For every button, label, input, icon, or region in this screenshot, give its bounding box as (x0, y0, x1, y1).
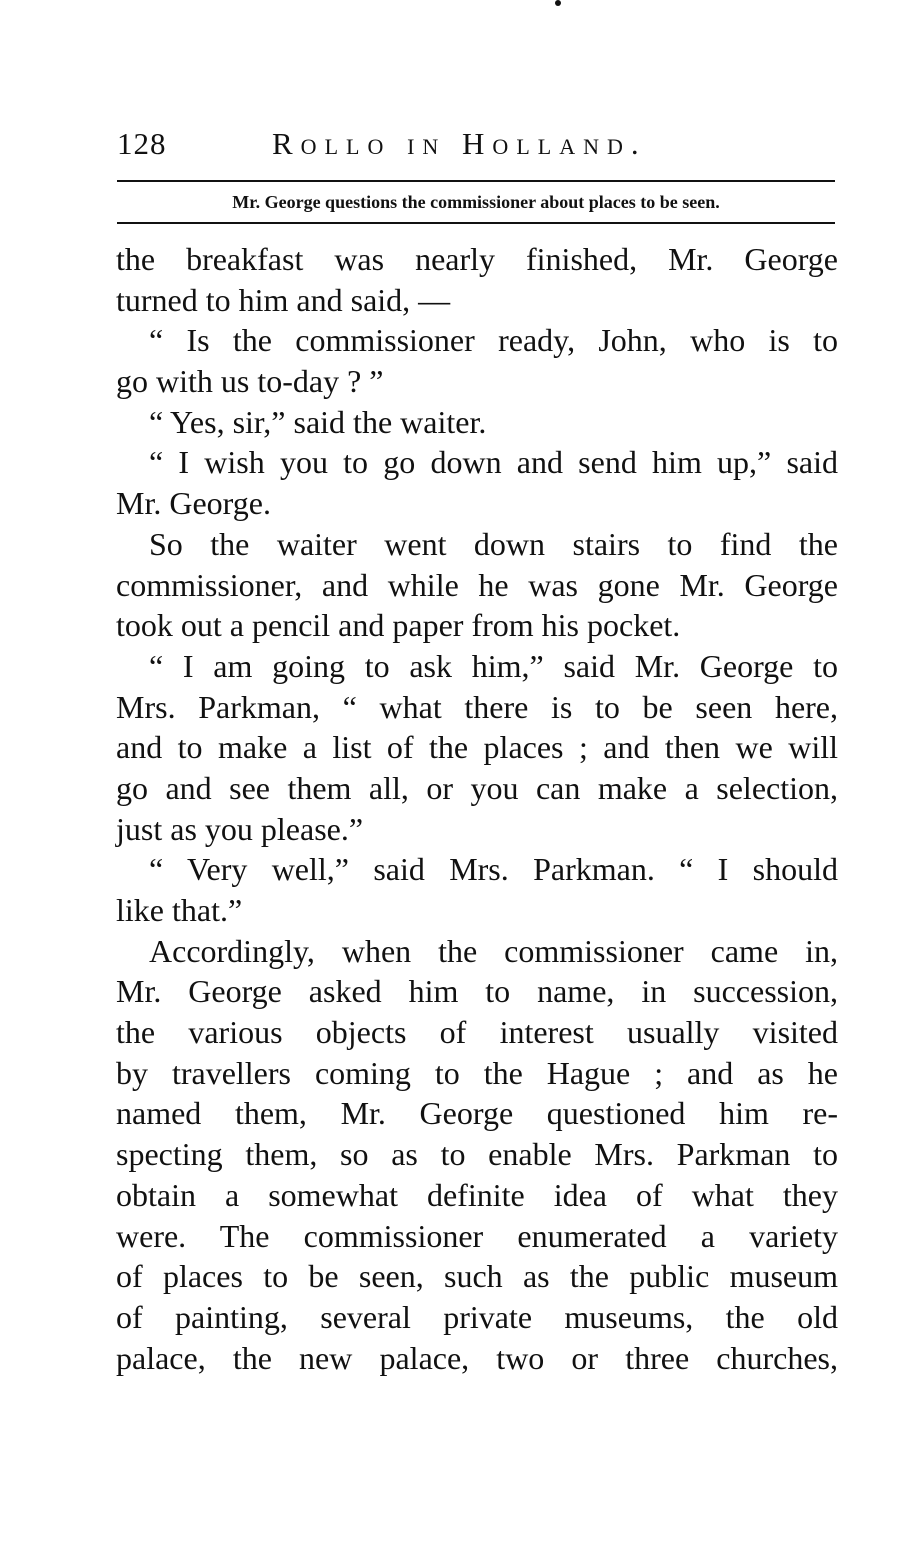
text-line: “ Yes, sir,” said the waiter. (149, 403, 487, 440)
text-line: “ Very well,” said Mrs. Parkman. “ I should (149, 851, 838, 888)
text-line: turned to him and said, — (116, 281, 451, 318)
text-line: “ I wish you to go down and send him up,” said (149, 444, 838, 481)
text-line: and to make a list of the places ; and then we will (116, 729, 838, 766)
text-line: “ I am going to ask him,” said Mr. George to (149, 647, 838, 684)
text-line: go with us to-day ? ” (116, 363, 384, 400)
running-title: Rollo in Holland. (272, 126, 647, 161)
text-line: by travellers coming to the Hague ; and as he (116, 1054, 838, 1091)
text-line: took out a pencil and paper from his pocket. (116, 607, 681, 644)
body-text (116, 239, 838, 1378)
text-line: obtain a somewhat definite idea of what they (116, 1176, 838, 1213)
text-line: like that.” (116, 892, 243, 928)
text-line: just as you please.” (116, 810, 364, 847)
text-line: Accordingly, when the commissioner came in, (149, 932, 838, 969)
text-line: the various objects of interest usually visited (116, 1014, 838, 1051)
header-rule-bottom (117, 222, 835, 224)
page-header (117, 122, 837, 166)
text-line: the breakfast was nearly finished, Mr. George (116, 241, 838, 277)
text-line: Mr. George. (116, 485, 271, 522)
text-line: commissioner, and while he was gone Mr. George (116, 566, 838, 603)
text-line: named them, Mr. George questioned him re- (116, 1095, 838, 1132)
print-speck (555, 0, 561, 6)
chapter-summary: Mr. George questions the commissioner about places to be seen. (232, 192, 720, 212)
text-line: So the waiter went down stairs to find the (149, 525, 838, 562)
text-line: Mr. George asked him to name, in succession, (116, 973, 838, 1010)
text-line: palace, the new palace, two or three churches, (116, 1339, 838, 1376)
page-number: 128 (117, 126, 167, 161)
text-line: specting them, so as to enable Mrs. Parkman to (116, 1136, 838, 1173)
text-line: go and see them all, or you can make a selection, (116, 769, 838, 806)
header-rule-top (117, 180, 835, 182)
text-line: of places to be seen, such as the public museum (116, 1258, 838, 1295)
text-line: were. The commissioner enumerated a variety (116, 1217, 838, 1254)
text-line: Mrs. Parkman, “ what there is to be seen here, (116, 688, 838, 725)
text-line: “ Is the commissioner ready, John, who is to (149, 322, 838, 359)
text-line: of painting, several private museums, the old (116, 1298, 838, 1335)
